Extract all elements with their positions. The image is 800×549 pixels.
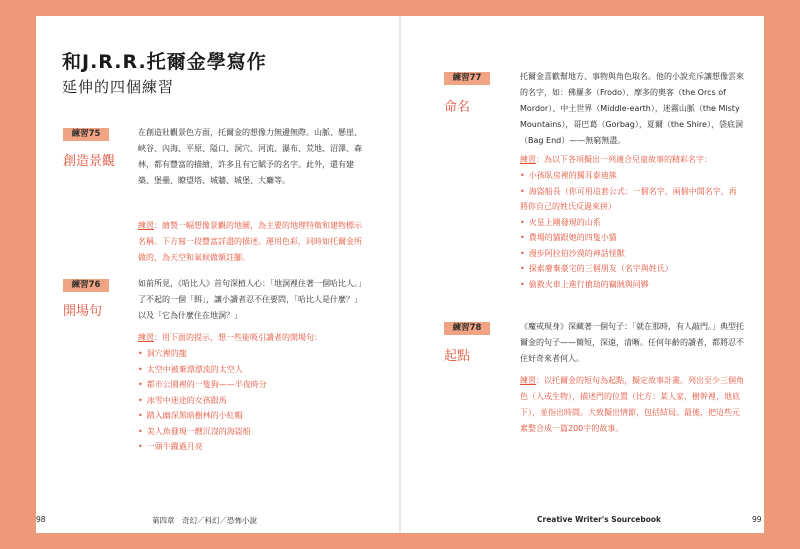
- list-item: • 太空中被棄漂漂流的太空人: [138, 362, 267, 378]
- right-page-number: 99: [752, 515, 762, 524]
- exercise-76-heading: 開場句: [63, 304, 103, 319]
- exercise-76-body: 如前所見，《哈比人》首句深植人心：「地洞裡住著一個哈比人。」了不起的一個「餌」，讓小讀者忍不住要問，「哈比人是什麼？」以及「它為什麼住在地洞？」: [138, 279, 366, 320]
- exercise-77-prompt-list: [520, 168, 744, 292]
- exercise-78-task: [520, 373, 744, 437]
- book-gutter: [399, 16, 401, 533]
- exercise-77-body: 托爾金喜歡幫地方、事物與角色取名。他的小說充斥讓想像雲來的名字，如：佛羅多（Frodo）、摩多的奧客（the Orcs of Mordor）、中土世界（Middle-earth），迷霧山脈（the Misty Mountains），哥巴葛（Gorbag），夏爾（the Shire），袋底洞（Bag End）——無窮無盡。: [520, 72, 744, 145]
- list-item: • 漫步阿拉伯沙漠的神話怪獸: [520, 246, 744, 262]
- left-page-number: 98: [36, 515, 46, 524]
- exercise-76-task-label: 練習: [138, 333, 154, 342]
- exercise-77-badge: 練習77: [444, 72, 490, 85]
- list-item: • 偷救火車上進行搶劫的竊賊與同夥: [520, 277, 744, 293]
- exercise-78-task-text: ：以托爾金的短句為起點，擬定故事計畫。列出至少三個角色（人或生物），描述門的位置（比方：某人家，樹幹裡，地底下），並指出時間。大致擬出情節，包括結局。最後，把這些元素整合成一篇200字的故事。: [520, 376, 744, 433]
- list-item: • 洞穴裡的龍: [138, 346, 267, 362]
- list-item: • 海盜船長（你可用這套公式：一個名字、兩個中間名字，再將你自己的姓氏反過來拼）: [520, 184, 744, 215]
- list-item: • 都市公園裡的一隻狗——半夜時分: [138, 377, 267, 393]
- chapter-footer: 第四章 奇幻／科幻／恐怖小說: [152, 516, 257, 525]
- exercise-78-badge: 練習78: [444, 322, 490, 335]
- list-item: • 踏入幽深黑暗樹林的小紅帽: [138, 408, 267, 424]
- exercise-78-heading: 起點: [444, 349, 471, 364]
- exercise-76-task-text: ：用下面的提示，想一些能吸引讀者的開場句：: [154, 333, 322, 342]
- list-item: • 美人魚發現一艘沉沒的海盜船: [138, 424, 267, 440]
- exercise-78-body: 《魔戒現身》深藏著一個句子：「就在那時，有人敲門。」典型托爾金的句子——簡短，深遠，清晰。任何年齡的讀者，都將忍不住好奇來者何人。: [520, 322, 744, 363]
- list-item: • 探索廢棄豪宅的三個朋友（名字與姓氏）: [520, 261, 744, 277]
- list-item: • 農場的貓跟她的四隻小貓: [520, 230, 744, 246]
- exercise-77-heading: 命名: [444, 100, 471, 115]
- exercise-77-task: [520, 152, 744, 168]
- list-item: • 一頭牛躍過月亮: [138, 439, 267, 455]
- exercise-78-task-label: 練習: [520, 376, 536, 385]
- exercise-76-prompt-list: [138, 346, 267, 455]
- list-item: • 火星上剛發現的山系: [520, 215, 744, 231]
- page-title: 和J.R.R.托爾金學寫作: [62, 51, 267, 73]
- list-item: • 小孩臥房裡的獨耳泰迪熊: [520, 168, 744, 184]
- book-title-footer: Creative Writer's Sourcebook: [537, 515, 662, 524]
- page-subtitle: 延伸的四個練習: [62, 78, 175, 96]
- exercise-75-body: 在創造壯觀景色方面，托爾金的想像力無邊無際。山脈、懸崖、峽谷、內海、平原、隘口、洞穴、河流、瀑布、荒地、沼澤、森林，都有豐富的描繪，許多且有它賦予的名字。此外，還有建築、堡壘、瞭望塔、城牆、城堡、大廳等。: [138, 128, 362, 185]
- exercise-75-task-text: ：繪製一幅想像景觀的地圖，為主要的地理特徵和建物標示名稱。下方寫一段豐富詳盡的描述。運用色彩，同時如托爾金所做的，為天空和氣候做額註腳。: [138, 221, 362, 262]
- exercise-75-badge: 練習75: [63, 128, 109, 141]
- exercise-77-task-text: ：為以下各項擬出一列適合兒童故事的精彩名字：: [536, 155, 712, 164]
- exercise-76-badge: 練習76: [63, 279, 109, 292]
- list-item: • 冰雪中迷途的女孩跟馬: [138, 393, 267, 409]
- exercise-77-task-label: 練習: [520, 155, 536, 164]
- exercise-75-heading: 創造景觀: [63, 154, 116, 169]
- exercise-76-task: [138, 330, 368, 346]
- exercise-75-task-label: 練習: [138, 221, 154, 230]
- exercise-75-task: [138, 218, 368, 266]
